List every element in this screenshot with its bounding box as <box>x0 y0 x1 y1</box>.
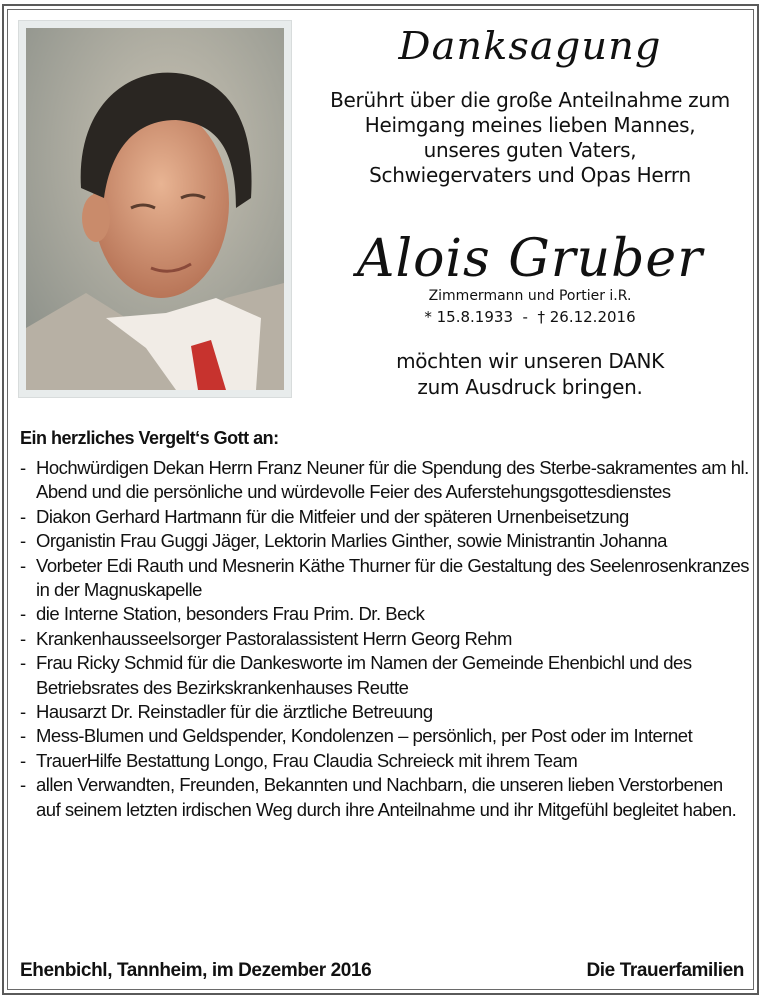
thanks-item: - Mess-Blumen und Geldspender, Kondolenzen – persönlich, per Post oder im Internet <box>20 724 750 748</box>
thanks-item: - Krankenhausseelsorger Pastoralassistent Herrn Georg Rehm <box>20 627 750 651</box>
thanks-item: - Hochwürdigen Dekan Herrn Franz Neuner für die Spendung des Sterbe-sakramentes am hl. Abend und die persönliche und würdevolle Feier des Auferstehungsgottesdienstes <box>20 456 750 505</box>
deceased-name: Alois Gruber <box>356 229 704 289</box>
thanks-item: - TrauerHilfe Bestattung Longo, Frau Claudia Schreieck mit ihrem Team <box>20 749 750 773</box>
closing-line: möchten wir unseren DANK <box>396 349 664 373</box>
thanks-list <box>20 456 750 822</box>
thanks-item: - Vorbeter Edi Rauth und Mesnerin Käthe Thurner für die Gestaltung des Seelenrosenkranzes in der Magnuskapelle <box>20 554 750 603</box>
footer-place-date: Ehenbichl, Tannheim, im Dezember 2016 <box>20 960 372 981</box>
portrait-image <box>26 28 284 390</box>
thanks-item: - die Interne Station, besonders Frau Prim. Dr. Beck <box>20 602 750 626</box>
thanks-item: - Frau Ricky Schmid für die Dankesworte im Namen der Gemeinde Ehenbichl und des Betriebsrates des Bezirkskrankenhauses Reutte <box>20 651 750 700</box>
thanks-item: - Diakon Gerhard Hartmann für die Mitfeier und der späteren Urnenbeisetzung <box>20 505 750 529</box>
heading-danksagung: Danksagung <box>398 24 662 68</box>
intro-line: unseres guten Vaters, <box>423 138 637 162</box>
deceased-dates: * 15.8.1933 - † 26.12.2016 <box>424 308 636 326</box>
intro-line: Berührt über die große Anteilnahme zum <box>330 88 730 112</box>
thanks-item: - Hausarzt Dr. Reinstadler für die ärztliche Betreuung <box>20 700 750 724</box>
portrait-photo <box>18 20 292 398</box>
thanks-heading: Ein herzliches Vergelt‘s Gott an: <box>20 428 279 448</box>
footer-signature: Die Trauerfamilien <box>586 960 744 981</box>
closing-text <box>300 348 760 400</box>
thanks-item: - Organistin Frau Guggi Jäger, Lektorin Marlies Ginther, sowie Ministrantin Johanna <box>20 529 750 553</box>
closing-line: zum Ausdruck bringen. <box>417 375 643 399</box>
deceased-occupation: Zimmermann und Portier i.R. <box>428 288 632 304</box>
intro-text <box>300 88 760 188</box>
intro-line: Heimgang meines lieben Mannes, <box>364 113 696 137</box>
thanks-item: - allen Verwandten, Freunden, Bekannten und Nachbarn, die unseren lieben Verstorbenen auf seinem letzten irdischen Weg durch ihre Anteilnahme und ihr Mitgefühl begleitet haben. <box>20 773 750 822</box>
intro-line: Schwiegervaters und Opas Herrn <box>369 163 691 187</box>
